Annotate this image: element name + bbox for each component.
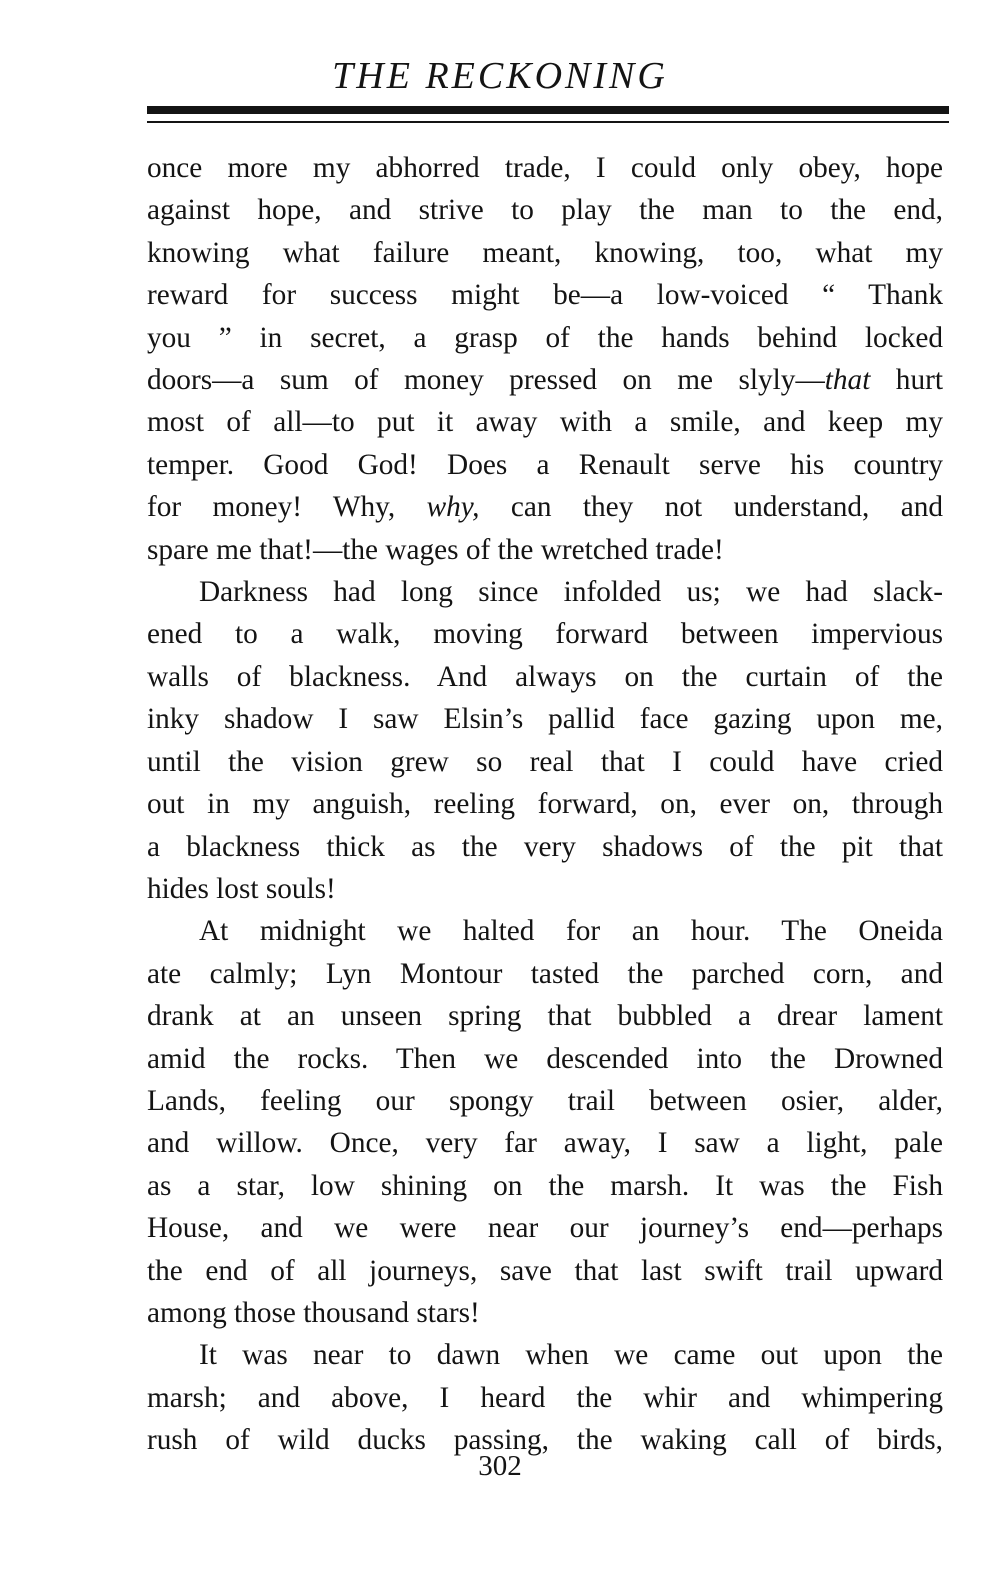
- text-run: hurt: [870, 364, 943, 397]
- paragraph: [147, 910, 943, 1334]
- text-line: as a star, low shining on the marsh. It was the Fish: [147, 1169, 943, 1202]
- header-rule-thick: [147, 106, 949, 114]
- text-line: a blackness thick as the very shadows of the pit that: [147, 830, 943, 863]
- text-line: you ” in secret, a grasp of the hands behind locked: [147, 321, 943, 354]
- text-line: ate calmly; Lyn Montour tasted the parched corn, and: [147, 957, 943, 990]
- text-line: It was near to dawn when we came out upon the: [199, 1339, 943, 1372]
- text-line: hides lost souls!: [147, 872, 336, 905]
- paragraph: [147, 147, 943, 571]
- text-line: temper. Good God! Does a Renault serve his country: [147, 448, 943, 481]
- paragraph: [147, 1334, 943, 1461]
- header-rule-thin: [147, 121, 949, 123]
- text-run: can they not understand, and: [479, 491, 944, 524]
- text-line: ened to a walk, moving forward between impervious: [147, 618, 943, 651]
- text-line: until the vision grew so real that I could have cried: [147, 745, 943, 778]
- page-number: 302: [478, 1450, 522, 1482]
- text-line: reward for success might be—a low-voiced “ Thank: [147, 279, 943, 312]
- text-line: and willow. Once, very far away, I saw a light, pale: [147, 1127, 943, 1160]
- page-body: [147, 147, 943, 1462]
- italic-emphasis: that: [824, 364, 871, 397]
- text-line: most of all—to put it away with a smile, and keep my: [147, 406, 943, 439]
- text-run: for money! Why,: [147, 491, 427, 524]
- text-line: Darkness had long since infolded us; we had slack-: [199, 576, 943, 609]
- text-line: At midnight we halted for an hour. The Oneida: [199, 915, 943, 948]
- italic-emphasis: why,: [426, 491, 480, 524]
- text-line: knowing what failure meant, knowing, too, what my: [147, 236, 943, 269]
- text-line: rush of wild ducks passing, the waking call of birds,: [147, 1424, 943, 1457]
- text-line: drank at an unseen spring that bubbled a drear lament: [147, 1000, 943, 1033]
- text-line: spare me that!—the wages of the wretched trade!: [147, 533, 724, 566]
- text-line: walls of blackness. And always on the curtain of the: [147, 660, 943, 693]
- text-line: marsh; and above, I heard the whir and whimpering: [147, 1381, 943, 1414]
- text-line: [147, 486, 943, 528]
- text-line: Lands, feeling our spongy trail between osier, alder,: [147, 1084, 943, 1117]
- text-line: against hope, and strive to play the man to the end,: [147, 194, 943, 227]
- text-line: out in my anguish, reeling forward, on, ever on, through: [147, 788, 943, 821]
- text-line: the end of all journeys, save that last swift trail upward: [147, 1254, 943, 1287]
- text-line: once more my abhorred trade, I could only obey, hope: [147, 152, 943, 184]
- text-line: House, and we were near our journey’s end—perhaps: [147, 1212, 943, 1245]
- paragraph: [147, 571, 943, 910]
- text-line: among those thousand stars!: [147, 1296, 480, 1329]
- running-head: THE RECKONING: [332, 55, 668, 97]
- text-run: doors—a sum of money pressed on me slyly—: [147, 364, 825, 397]
- text-line: inky shadow I saw Elsin’s pallid face gazing upon me,: [147, 703, 943, 736]
- text-line: [147, 359, 943, 401]
- text-line: amid the rocks. Then we descended into the Drowned: [147, 1042, 943, 1075]
